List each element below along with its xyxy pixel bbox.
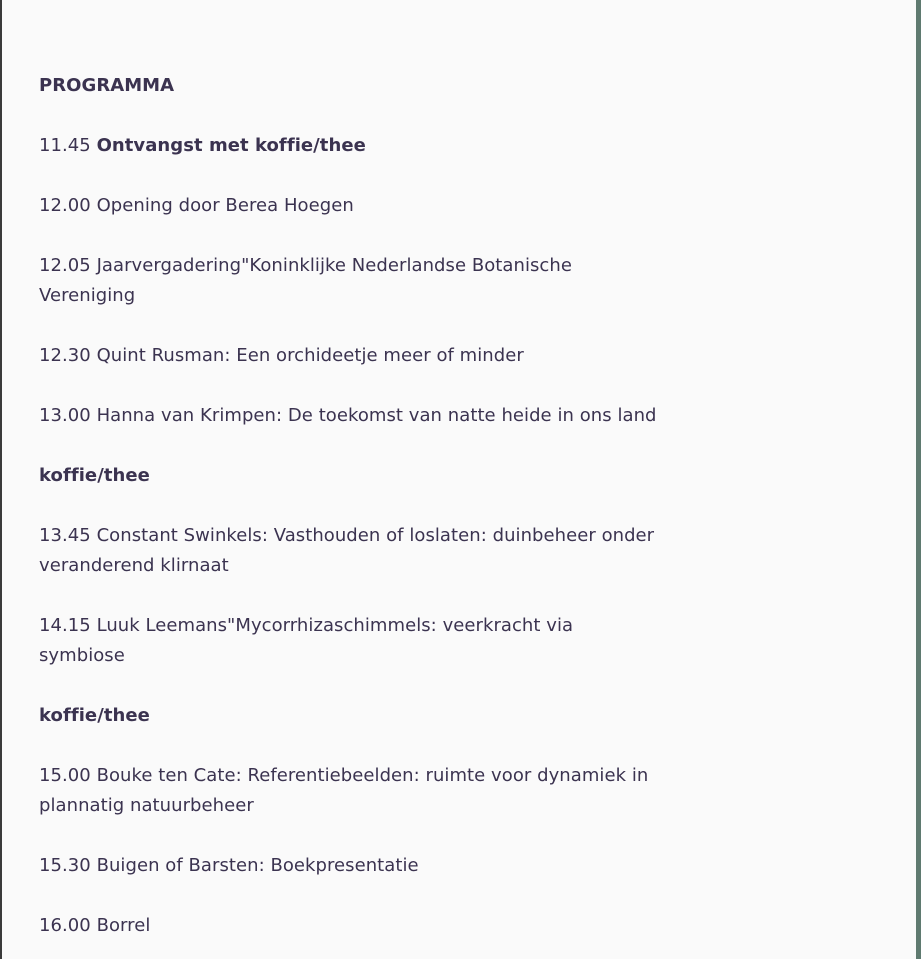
program-break: koffie/thee	[39, 705, 150, 726]
item-time: 13.45	[39, 525, 91, 546]
program-item	[39, 191, 659, 221]
item-time: 15.00	[39, 765, 91, 786]
item-text: Constant Swinkels: Vasthouden of loslaten: duinbeheer onder veranderend klirnaat	[39, 525, 655, 576]
program-item	[39, 611, 659, 671]
item-text: Jaarvergadering"Koninklijke Nederlandse Botanische Vereniging	[39, 255, 572, 306]
item-time: 11.45	[39, 135, 91, 156]
item-text: Bouke ten Cate: Referentiebeelden: ruimte voor dynamiek in plannatig natuurbeheer	[39, 765, 649, 816]
item-time: 14.15	[39, 615, 91, 636]
program-item	[39, 401, 659, 431]
program-item	[39, 851, 659, 881]
item-text: Luuk Leemans"Mycorrhizaschimmels: veerkracht via symbiose	[39, 615, 574, 666]
item-time: 12.30	[39, 345, 91, 366]
program-item	[39, 251, 659, 311]
item-text: Quint Rusman: Een orchideetje meer of minder	[96, 345, 524, 366]
item-text: Hanna van Krimpen: De toekomst van natte heide in ons land	[96, 405, 657, 426]
item-time: 15.30	[39, 855, 91, 876]
program-item	[39, 341, 659, 371]
item-text: Ontvangst met koffie/thee	[96, 135, 366, 156]
item-text: Borrel	[96, 915, 151, 936]
item-time: 16.00	[39, 915, 91, 936]
program-heading: PROGRAMMA	[39, 75, 175, 96]
item-time: 12.00	[39, 195, 91, 216]
item-time: 12.05	[39, 255, 91, 276]
program-break: koffie/thee	[39, 465, 150, 486]
item-time: 13.00	[39, 405, 91, 426]
program-item	[39, 761, 659, 821]
program-item	[39, 911, 659, 941]
program-item	[39, 131, 659, 161]
item-text: Opening door Berea Hoegen	[96, 195, 354, 216]
program-item	[39, 521, 659, 581]
item-text: Buigen of Barsten: Boekpresentatie	[96, 855, 419, 876]
program-content	[39, 71, 659, 959]
